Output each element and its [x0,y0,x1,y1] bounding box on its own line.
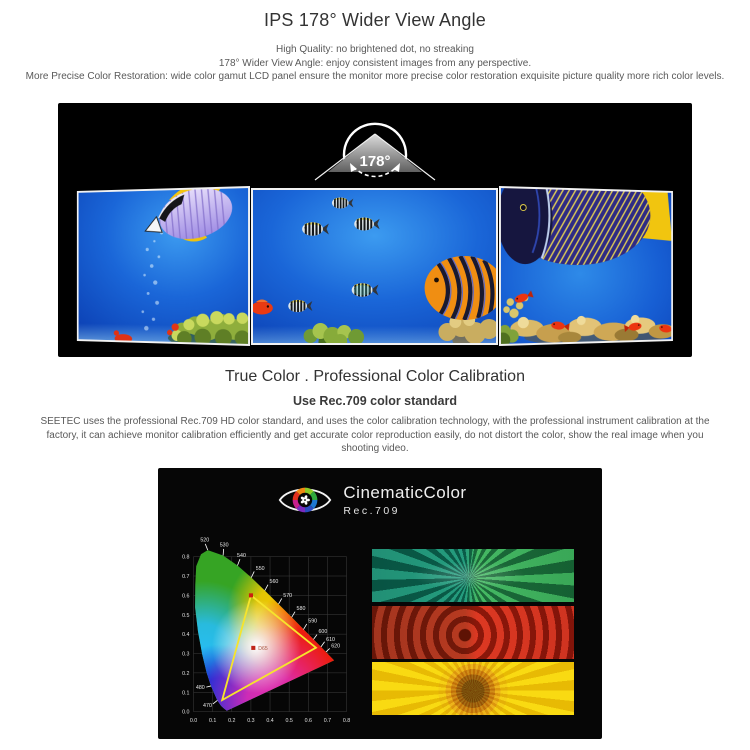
svg-text:0.4: 0.4 [266,717,274,724]
section1-line-1: High Quality: no brightened dot, no streaking [276,44,474,55]
color-sample-strips [372,549,574,719]
svg-text:520: 520 [200,537,210,544]
aquarium-panels [58,179,692,357]
viewing-angle-banner [58,103,692,357]
angle-label: 178° [359,153,391,170]
aquarium-left-image [79,188,248,344]
y-axis-labels [182,555,189,716]
svg-text:0.5: 0.5 [182,612,190,619]
aquarium-panel-right [499,186,673,346]
svg-text:560: 560 [269,579,279,586]
section2-title: True Color . Professional Color Calibration [225,368,525,385]
svg-text:0.0: 0.0 [189,717,198,724]
svg-text:0.4: 0.4 [182,632,190,639]
svg-text:0.5: 0.5 [285,717,293,724]
viewing-angle-header [0,8,750,84]
svg-text:0.2: 0.2 [182,670,190,677]
sunflower-sample-image [372,662,574,715]
svg-text:570: 570 [283,592,293,599]
white-point-label: D65 [258,645,268,652]
svg-text:0.6: 0.6 [304,717,312,724]
svg-text:550: 550 [255,565,265,572]
svg-text:0.3: 0.3 [247,717,255,724]
rose-sample-image [372,606,574,659]
svg-text:610: 610 [326,636,335,643]
aquarium-panel-left [77,186,250,346]
svg-text:590: 590 [308,618,318,625]
section2-body: SEETEC uses the professional Rec.709 HD color standard, and uses the color calibration technology, with the professional instrument calibration at the factory, it can achieve monitor calibration efficiently and get accurate color reproduction easily, do not distort the color, show the real image when you shooting video. [40,416,710,454]
section1-title: IPS 178° Wider View Angle [264,10,486,30]
svg-text:600: 600 [318,629,328,636]
svg-text:0.2: 0.2 [228,717,236,724]
section1-line-2: 178° Wider View Angle: enjoy consistent images from any perspective. [218,57,532,69]
svg-text:0.3: 0.3 [182,651,190,658]
svg-text:470: 470 [203,703,212,710]
true-color-header [0,366,750,456]
svg-text:620: 620 [331,643,341,650]
svg-text:0.8: 0.8 [182,554,190,561]
svg-text:530: 530 [219,542,229,549]
aquarium-center-image [253,190,496,343]
color-eye-icon [277,480,333,520]
cinematic-color-logo [150,480,594,520]
svg-text:580: 580 [296,606,306,613]
logo-title: CinematicColor [343,483,467,502]
aquarium-panel-center [251,188,498,345]
svg-text:480: 480 [195,685,205,692]
svg-text:0.0: 0.0 [182,709,190,716]
x-axis-labels [190,718,350,724]
angle-178-icon [310,108,440,182]
svg-text:0.7: 0.7 [323,717,332,724]
section2-subtitle: Use Rec.709 color standard [293,394,457,408]
svg-text:0.8: 0.8 [342,717,351,724]
succulent-sample-image [372,549,574,602]
white-point-marker [251,646,255,650]
svg-text:0.7: 0.7 [182,574,190,581]
svg-text:0.1: 0.1 [208,717,217,724]
svg-text:0.1: 0.1 [182,690,190,697]
color-calibration-panel [158,468,602,739]
svg-text:540: 540 [237,553,246,560]
logo-standard: Rec.709 [343,505,400,517]
green-primary-marker [249,593,253,597]
cie-chromaticity-diagram [170,526,366,730]
aquarium-right-image [501,188,671,344]
section1-line-3: More Precise Color Restoration: wide color gamut LCD panel ensure the monitor more precise color restoration exquisite picture quality more rich color levels. [25,71,725,82]
svg-text:0.6: 0.6 [182,593,190,600]
